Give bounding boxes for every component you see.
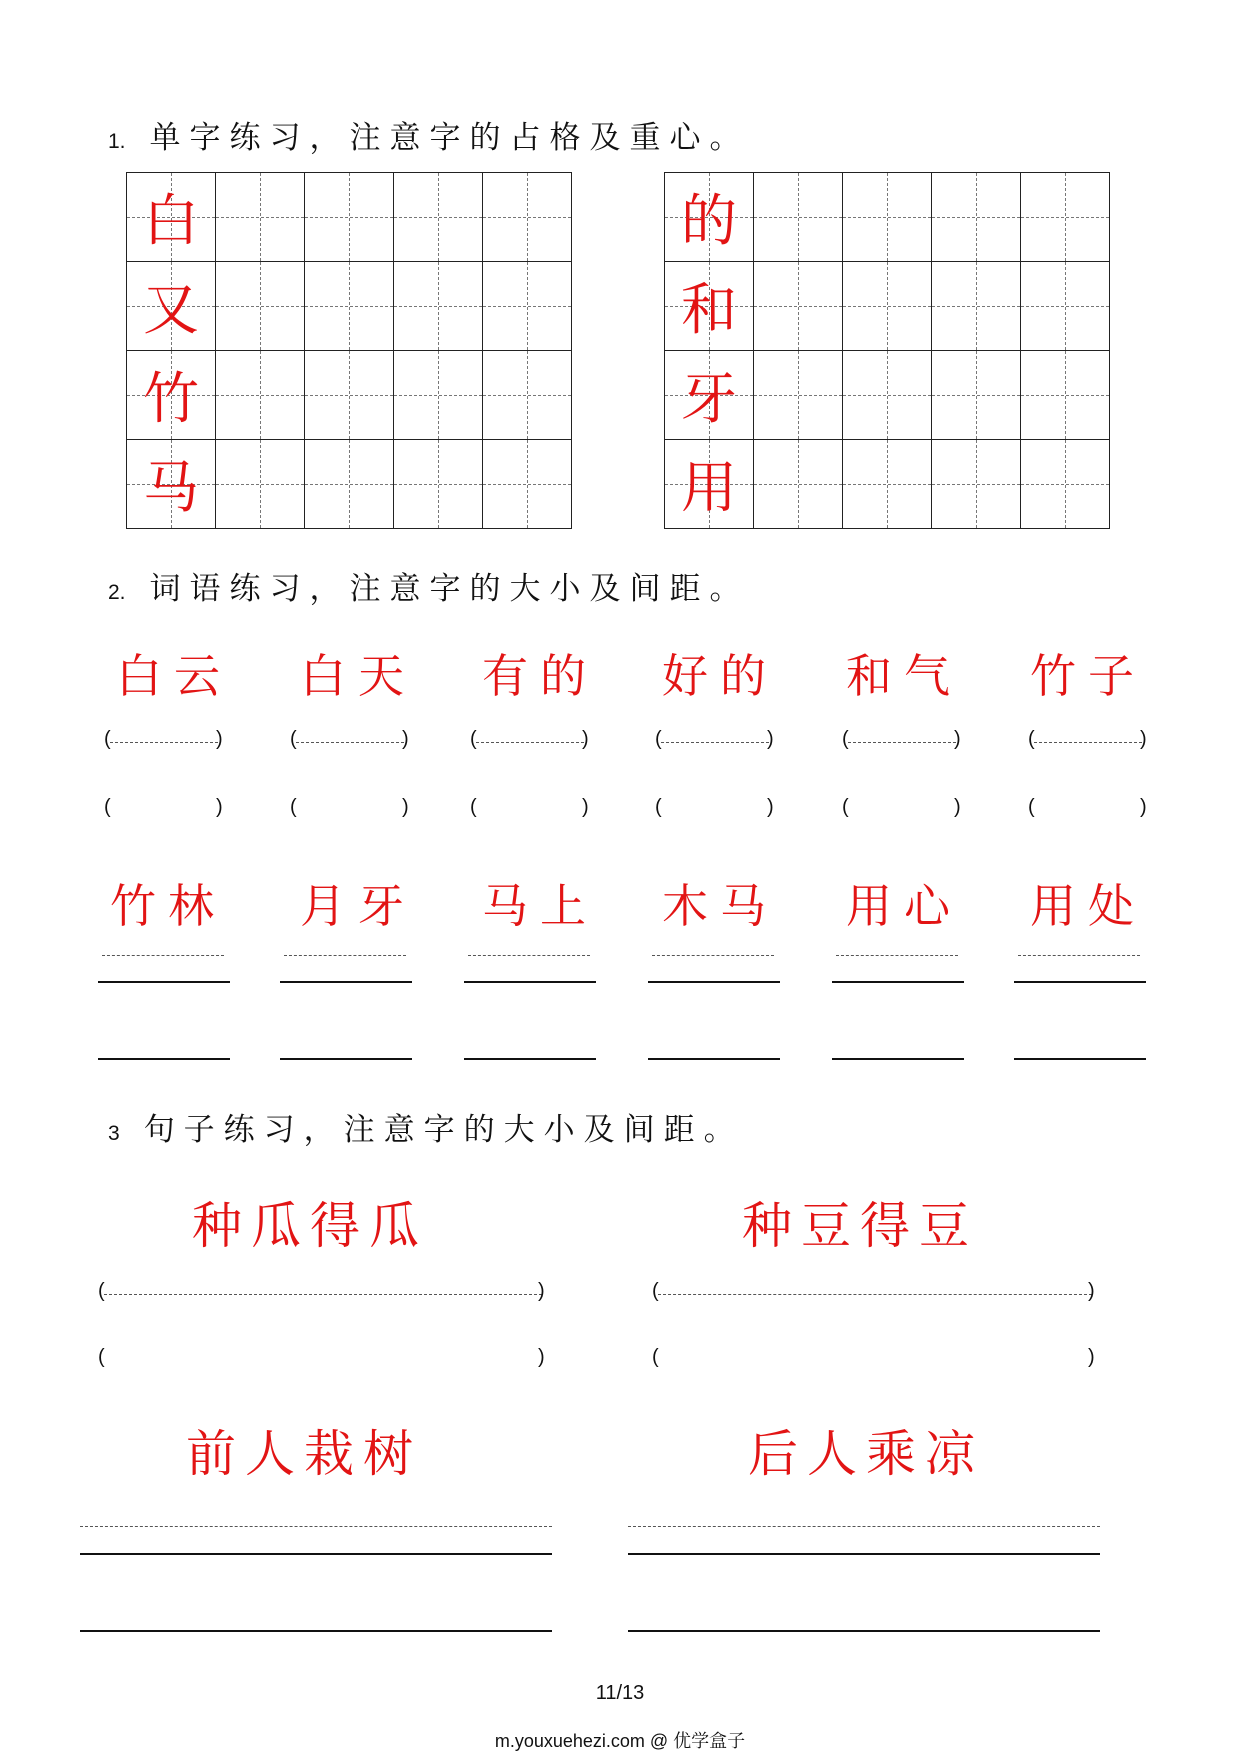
grid-cell[interactable] [305, 440, 394, 529]
paren-close: ) [767, 796, 774, 818]
grid-cell[interactable] [1021, 262, 1110, 351]
grid-cell[interactable] [216, 262, 305, 351]
section-number: 3 [108, 1122, 120, 1145]
grid-cell[interactable] [127, 262, 216, 351]
grid-cell[interactable] [127, 351, 216, 440]
writing-line [280, 1058, 412, 1060]
grid-cell[interactable] [843, 440, 932, 529]
section-3-heading [108, 1104, 744, 1149]
grid-cell[interactable] [932, 173, 1021, 262]
paren-open: ( [290, 796, 297, 818]
grid-cell[interactable] [305, 173, 394, 262]
grid-cell[interactable] [754, 262, 843, 351]
grid-char: 白 [143, 189, 199, 254]
paren-open: ( [104, 796, 111, 818]
writing-line [80, 1630, 552, 1632]
writing-line [1014, 981, 1146, 983]
paren-close: ) [538, 1280, 545, 1302]
paren-close: ) [1088, 1280, 1095, 1302]
word-sample: 竹林 [110, 879, 226, 933]
sentence-sample: 种豆得豆 [742, 1197, 978, 1255]
section-number: 2. [108, 581, 126, 604]
writing-line [280, 981, 412, 983]
word-sample: 竹子 [1030, 649, 1146, 703]
footer-site: m.youxuehezi.com @ 优学盒子 [494, 1731, 746, 1751]
grid-cell[interactable] [216, 173, 305, 262]
grid-cell[interactable] [932, 262, 1021, 351]
grid-cell[interactable] [394, 262, 483, 351]
grid-char: 又 [143, 278, 199, 343]
word-sample: 好的 [662, 649, 778, 703]
grid-cell[interactable] [1021, 173, 1110, 262]
paren-open: ( [655, 796, 662, 818]
guide-dashed-line [296, 742, 404, 743]
grid-cell[interactable] [394, 351, 483, 440]
paren-close: ) [582, 796, 589, 818]
paren-open: ( [652, 1346, 659, 1368]
guide-dashed-line [628, 1526, 1100, 1527]
writing-line [1014, 1058, 1146, 1060]
grid-cell[interactable] [843, 262, 932, 351]
grid-cell[interactable] [665, 262, 754, 351]
paren-open: ( [104, 728, 111, 750]
writing-line [80, 1553, 552, 1555]
paren-close: ) [954, 796, 961, 818]
grid-cell[interactable] [394, 173, 483, 262]
paren-close: ) [767, 728, 774, 750]
paren-close: ) [954, 728, 961, 750]
grid-cell[interactable] [843, 173, 932, 262]
sentence-sample: 种瓜得瓜 [192, 1197, 428, 1255]
word-sample: 有的 [482, 649, 598, 703]
writing-line [98, 981, 230, 983]
paren-open: ( [98, 1280, 105, 1302]
grid-cell[interactable] [483, 351, 572, 440]
grid-cell[interactable] [1021, 351, 1110, 440]
section-1-heading [108, 112, 750, 157]
grid-cell[interactable] [665, 173, 754, 262]
guide-dashed-line [110, 742, 218, 743]
grid-cell[interactable] [483, 440, 572, 529]
grid-char: 竹 [143, 367, 199, 432]
paren-open: ( [842, 728, 849, 750]
page-number: 11/13 [595, 1682, 645, 1704]
guide-dashed-line [284, 955, 406, 956]
paren-close: ) [216, 728, 223, 750]
paren-close: ) [216, 796, 223, 818]
section-number: 1. [108, 130, 126, 153]
grid-char: 的 [681, 189, 737, 254]
grid-char: 和 [681, 278, 737, 343]
grid-cell[interactable] [216, 440, 305, 529]
grid-cell[interactable] [1021, 440, 1110, 529]
guide-dashed-line [658, 1294, 1092, 1295]
grid-cell[interactable] [305, 262, 394, 351]
paren-close: ) [1140, 796, 1147, 818]
grid-cell[interactable] [483, 173, 572, 262]
paren-open: ( [1028, 796, 1035, 818]
grid-cell[interactable] [754, 440, 843, 529]
paren-close: ) [1088, 1346, 1095, 1368]
paren-open: ( [652, 1280, 659, 1302]
sentence-sample: 后人乘凉 [748, 1425, 984, 1483]
section-2-heading [108, 563, 750, 608]
writing-line [464, 1058, 596, 1060]
writing-line [98, 1058, 230, 1060]
writing-line [832, 981, 964, 983]
guide-dashed-line [1018, 955, 1140, 956]
guide-dashed-line [104, 1294, 542, 1295]
guide-dashed-line [652, 955, 774, 956]
paren-close: ) [582, 728, 589, 750]
word-sample: 用处 [1030, 879, 1146, 933]
paren-open: ( [1028, 728, 1035, 750]
guide-dashed-line [836, 955, 958, 956]
grid-cell[interactable] [665, 440, 754, 529]
grid-char: 用 [681, 456, 737, 521]
grid-cell[interactable] [127, 173, 216, 262]
grid-char: 牙 [681, 367, 737, 432]
grid-cell[interactable] [216, 351, 305, 440]
paren-close: ) [1140, 728, 1147, 750]
word-sample: 月牙 [300, 879, 416, 933]
practice-grid-right [664, 172, 1110, 529]
word-sample: 木马 [662, 879, 778, 933]
paren-open: ( [655, 728, 662, 750]
guide-dashed-line [468, 955, 590, 956]
section-title: 句子练习，注意字的大小及间距。 [143, 1112, 744, 1148]
writing-line [628, 1630, 1100, 1632]
writing-line [648, 981, 780, 983]
paren-open: ( [842, 796, 849, 818]
paren-close: ) [402, 728, 409, 750]
word-sample: 白云 [116, 649, 232, 703]
grid-cell[interactable] [305, 351, 394, 440]
paren-open: ( [470, 796, 477, 818]
word-sample: 白天 [300, 649, 416, 703]
guide-dashed-line [102, 955, 224, 956]
practice-grid-left [126, 172, 572, 529]
grid-cell[interactable] [394, 440, 483, 529]
paren-close: ) [402, 796, 409, 818]
guide-dashed-line [661, 742, 769, 743]
grid-cell[interactable] [754, 173, 843, 262]
guide-dashed-line [80, 1526, 552, 1527]
guide-dashed-line [1034, 742, 1142, 743]
grid-cell[interactable] [932, 351, 1021, 440]
guide-dashed-line [476, 742, 584, 743]
paren-open: ( [470, 728, 477, 750]
writing-line [832, 1058, 964, 1060]
paren-open: ( [98, 1346, 105, 1368]
section-title: 词语练习，注意字的大小及间距。 [149, 571, 750, 607]
word-sample: 用心 [846, 879, 962, 933]
writing-line [628, 1553, 1100, 1555]
word-sample: 和气 [846, 649, 962, 703]
writing-line [464, 981, 596, 983]
grid-cell[interactable] [665, 351, 754, 440]
word-sample: 马上 [482, 879, 598, 933]
grid-cell[interactable] [754, 351, 843, 440]
sentence-sample: 前人栽树 [186, 1425, 422, 1483]
grid-cell[interactable] [127, 440, 216, 529]
writing-line [648, 1058, 780, 1060]
paren-open: ( [290, 728, 297, 750]
guide-dashed-line [848, 742, 956, 743]
paren-close: ) [538, 1346, 545, 1368]
grid-cell[interactable] [932, 440, 1021, 529]
grid-cell[interactable] [483, 262, 572, 351]
grid-cell[interactable] [843, 351, 932, 440]
section-title: 单字练习，注意字的占格及重心。 [149, 120, 750, 156]
grid-char: 马 [143, 456, 199, 521]
